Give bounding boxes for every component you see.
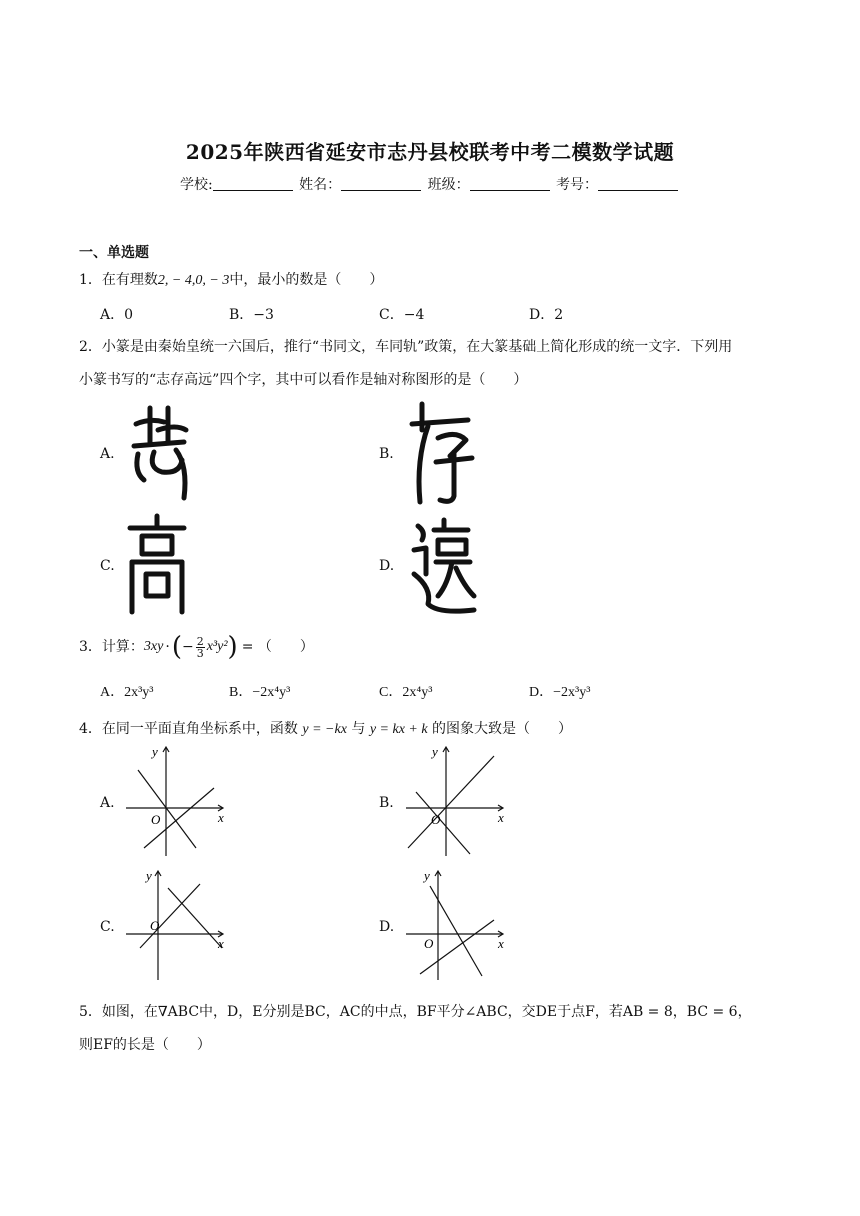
question-1-stem (79, 270, 383, 291)
graph-c-y-label: y (146, 868, 152, 883)
q4-option-d-label[interactable]: D. (379, 919, 395, 935)
school-label: 学校: (179, 177, 213, 193)
q3-option-d[interactable]: D．−2x³y³ (529, 685, 591, 700)
exam-no-blank[interactable] (598, 176, 678, 191)
q2-option-b-label[interactable]: B. (379, 446, 394, 462)
graph-b-y-label: y (432, 744, 438, 759)
graph-d (398, 864, 513, 984)
q3-dot: · (165, 639, 170, 655)
graph-d-y-label: y (424, 868, 430, 883)
q3-left-paren: ( (171, 632, 182, 662)
q1-option-c[interactable]: C．−4 (379, 307, 425, 323)
q3-option-a[interactable]: A．2x³y³ (100, 685, 154, 700)
q1-option-d[interactable]: D．2 (529, 307, 564, 323)
q1-option-a[interactable]: A．0 (100, 307, 134, 323)
q3-option-b[interactable]: B．−2x⁴y³ (229, 685, 291, 700)
q3-option-c[interactable]: C．2x⁴y³ (379, 685, 433, 700)
question-2-line2: 小篆书写的“志存高远”四个字，其中可以看作是轴对称图形的是（ ） (79, 372, 528, 388)
question-3-stem (79, 630, 314, 664)
seal-zhi-glyph (128, 402, 192, 502)
q4-option-b-label[interactable]: B. (379, 795, 394, 811)
name-label: 姓名： (299, 177, 342, 193)
q1-numbers: 2, − 4,0, − 3 (157, 273, 230, 288)
class-label: 班级： (427, 177, 470, 193)
q3-equals: = （ ） (241, 639, 314, 655)
question-5-line2: 则EF的长是（ ） (79, 1037, 211, 1053)
class-blank[interactable] (470, 176, 550, 191)
question-4-stem (79, 719, 572, 740)
seal-gao-glyph (124, 512, 190, 616)
q4-post: 的图象大致是（ ） (432, 721, 573, 737)
q1-post: 中，最小的数是（ ） (229, 272, 384, 288)
q1-option-b[interactable]: B．−3 (229, 307, 274, 323)
q3-numerator: 2 (196, 634, 204, 648)
student-info-line (0, 174, 860, 194)
seal-cun-glyph (408, 400, 476, 506)
graph-a-y-label: y (152, 744, 158, 759)
q3-term-x3y2: x³y² (206, 639, 228, 654)
name-blank[interactable] (341, 176, 421, 191)
section-heading: 一、单选题 (79, 245, 149, 261)
q1-pre: 1．在有理数 (79, 272, 158, 288)
seal-yuan-glyph (408, 514, 480, 618)
graph-c-origin: O (150, 918, 160, 933)
graph-a-x-label: x (218, 810, 224, 825)
q4-pre: 4．在同一平面直角坐标系中，函数 (79, 721, 298, 737)
graph-d-x-label: x (498, 936, 504, 951)
q3-minus: − (181, 639, 194, 655)
q4-mid: 与 (351, 721, 366, 737)
q3-fraction (196, 636, 205, 659)
page-title: 2025年陕西省延安市志丹县校联考中考二模数学试题 (185, 140, 675, 164)
q4-function-1: y = −kx (302, 722, 347, 737)
graph-b-origin: O (431, 812, 441, 827)
graph-c-x-label: x (218, 936, 224, 951)
q4-option-a-label[interactable]: A. (100, 795, 115, 811)
graph-b-x-label: x (498, 810, 504, 825)
graph-a-origin: O (151, 812, 161, 827)
graph-a (118, 740, 233, 860)
graph-d-origin: O (424, 936, 434, 951)
graph-b (398, 740, 513, 860)
q3-pre: 3．计算： (79, 639, 144, 655)
q2-option-a-label[interactable]: A. (100, 446, 115, 462)
exam-no-label: 考号： (556, 177, 599, 193)
q2-option-c-label[interactable]: C. (100, 558, 115, 574)
q4-option-c-label[interactable]: C. (100, 919, 115, 935)
q3-term-3xy: 3xy (143, 639, 164, 654)
q2-option-d-label[interactable]: D. (379, 558, 395, 574)
q4-function-2: y = kx + k (369, 722, 428, 737)
q3-right-paren: ) (227, 632, 238, 662)
school-blank[interactable] (213, 176, 293, 191)
question-5-line1: 5．如图，在∇ABC中，D，E分别是BC，AC的中点，BF平分∠ABC，交DE于点F，若AB = 8，BC = 6， (79, 1004, 752, 1020)
graph-c (118, 864, 233, 984)
q3-denominator: 3 (196, 646, 204, 660)
question-2-line1: 2．小篆是由秦始皇统一六国后，推行“书同文，车同轨”政策，在大篆基础上简化形成的统一文字．下列用 (79, 339, 733, 355)
